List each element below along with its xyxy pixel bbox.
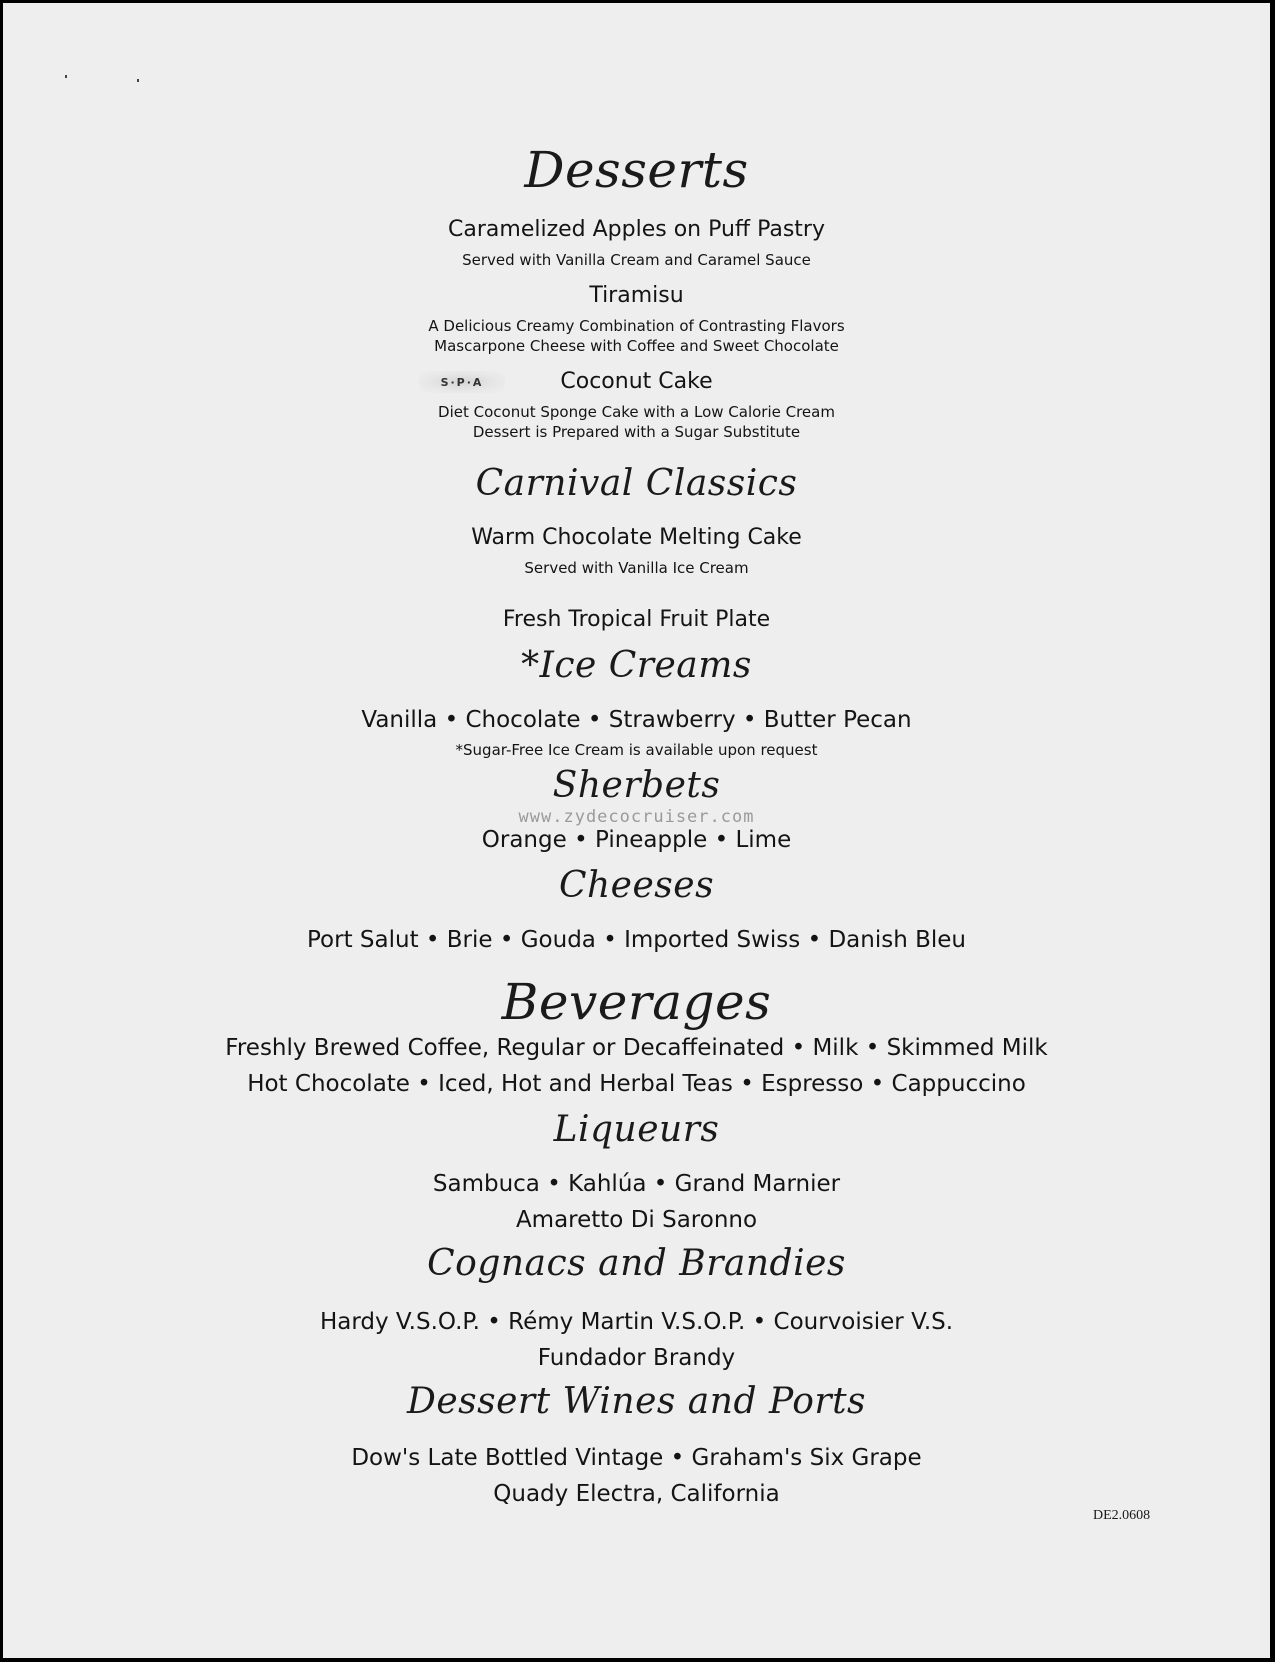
dessert-item-name: Coconut Cake [560, 369, 713, 394]
spa-logo: S·P·A [419, 371, 505, 393]
menu-page [3, 3, 1270, 1658]
beverage-line: Hot Chocolate • Iced, Hot and Herbal Teas • Espresso • Cappuccino [247, 1071, 1026, 1097]
beverages-heading: Beverages [501, 973, 772, 1031]
watermark: www.zydecocruiser.com [518, 807, 755, 827]
ice-creams-heading: *Ice Creams [521, 645, 752, 686]
classic-item-description: Served with Vanilla Ice Cream [524, 559, 749, 577]
classics-heading: Carnival Classics [475, 463, 798, 504]
liqueur-line: Sambuca • Kahlúa • Grand Marnier [432, 1171, 841, 1197]
ice-cream-note: *Sugar-Free Ice Cream is available upon request [455, 741, 818, 759]
beverage-line: Freshly Brewed Coffee, Regular or Decaffeinated • Milk • Skimmed Milk [225, 1035, 1048, 1061]
wine-line: Dow's Late Bottled Vintage • Graham's Six Grape [351, 1445, 922, 1471]
cognacs-heading: Cognacs and Brandies [427, 1243, 846, 1284]
dessert-item-description: Mascarpone Cheese with Coffee and Sweet Chocolate [434, 337, 839, 355]
desserts-heading: Desserts [524, 141, 749, 199]
dessert-item-description: Diet Coconut Sponge Cake with a Low Calorie Cream [438, 403, 835, 421]
wine-line: Quady Electra, California [493, 1481, 780, 1507]
classic-item-name: Warm Chocolate Melting Cake [471, 525, 802, 550]
wines-heading: Dessert Wines and Ports [406, 1381, 867, 1422]
dessert-item-description: Dessert is Prepared with a Sugar Substitute [472, 423, 801, 441]
liqueur-line: Amaretto Di Saronno [515, 1207, 758, 1233]
ice-cream-flavors: Vanilla • Chocolate • Strawberry • Butter Pecan [361, 707, 912, 733]
cheeses-heading: Cheeses [558, 865, 715, 906]
dessert-item-description: Served with Vanilla Cream and Caramel Sauce [462, 251, 811, 269]
dessert-item-name: Caramelized Apples on Puff Pastry [448, 217, 825, 242]
liqueurs-heading: Liqueurs [553, 1109, 720, 1150]
dessert-item-description: A Delicious Creamy Combination of Contrasting Flavors [428, 317, 845, 335]
document-code: DE2.0608 [1093, 1508, 1151, 1523]
cognac-line: Hardy V.S.O.P. • Rémy Martin V.S.O.P. • Courvoisier V.S. [319, 1309, 954, 1335]
dessert-menu [3, 3, 1270, 1658]
cognac-line: Fundador Brandy [537, 1345, 736, 1371]
cheese-list: Port Salut • Brie • Gouda • Imported Swiss • Danish Bleu [307, 927, 966, 953]
classic-item-name: Fresh Tropical Fruit Plate [502, 607, 771, 632]
sherbets-heading: Sherbets [552, 765, 721, 806]
sherbet-flavors: Orange • Pineapple • Lime [481, 827, 792, 853]
dessert-item-name: Tiramisu [589, 283, 684, 308]
